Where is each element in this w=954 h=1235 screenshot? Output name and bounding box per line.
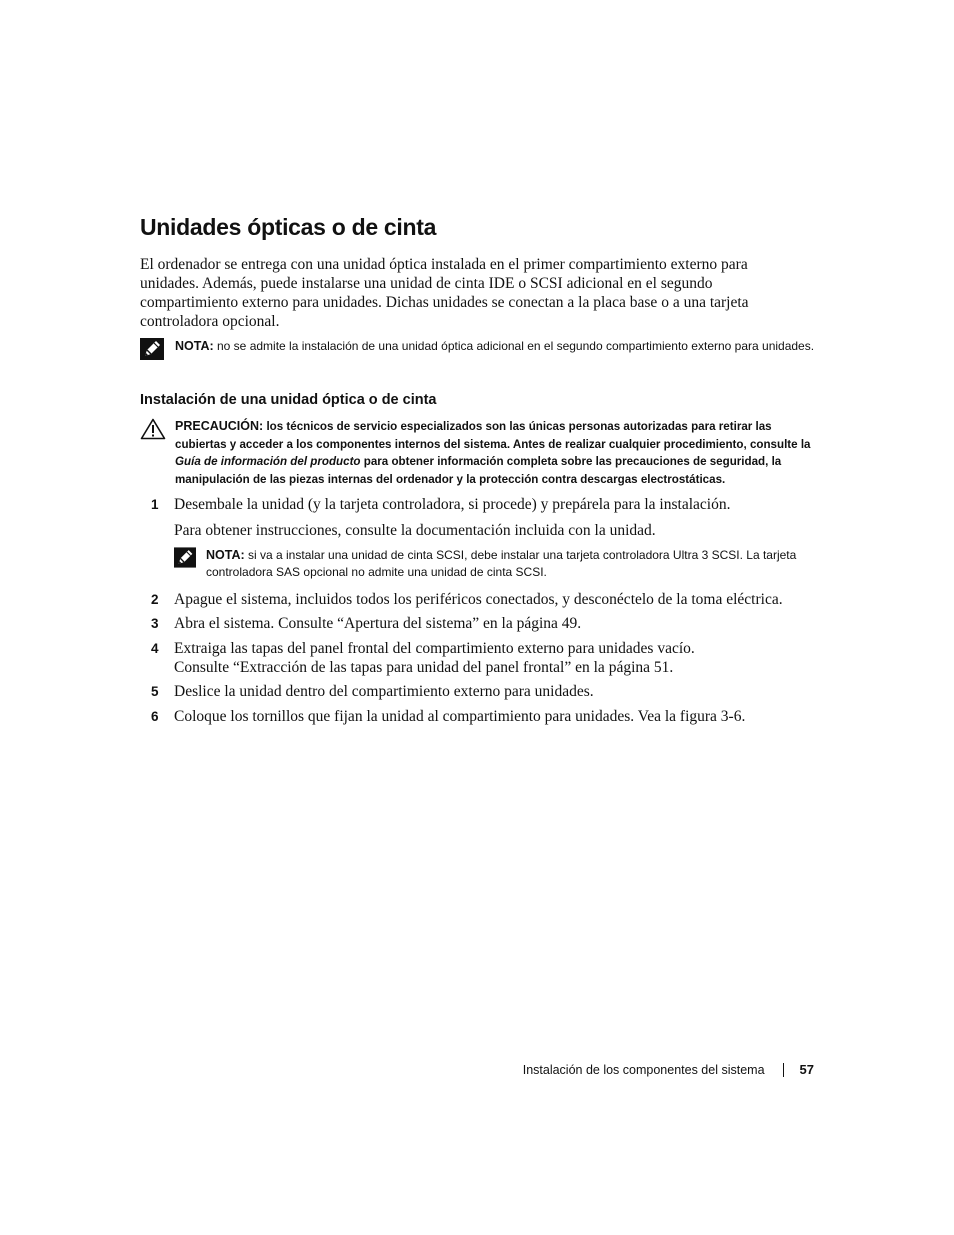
step-text-line-1: Extraiga las tapas del panel frontal del compartimiento externo para unidades vacío.	[174, 640, 695, 657]
step-1-note-block	[174, 547, 804, 581]
caution-body-2: para obtener información completa sobre las precauciones de seguridad, la manipulación de las piezas internas del ordenador y la protección contra descargas electrostáticas.	[175, 455, 782, 486]
section-title: Unidades ópticas o de cinta	[140, 214, 437, 240]
step-number: 2	[151, 592, 159, 607]
step-6	[140, 707, 820, 726]
page-footer	[523, 1062, 814, 1077]
step-number: 5	[151, 684, 159, 699]
step-text: Abra el sistema. Consulte “Apertura del sistema” en la página 49.	[174, 615, 582, 632]
note-label: NOTA:	[175, 339, 214, 353]
step-number: 6	[151, 709, 159, 724]
pencil-note-icon	[140, 338, 175, 365]
step-number: 1	[151, 497, 159, 512]
caution-text	[175, 418, 820, 488]
page-number: 57	[799, 1062, 814, 1077]
step-2	[140, 590, 820, 609]
step-text-line-2: Consulte “Extracción de las tapas para unidad del panel frontal” en la página 51.	[174, 659, 674, 676]
step-text	[174, 639, 695, 677]
intro-paragraph: El ordenador se entrega con una unidad óptica instalada en el primer compartimiento externo para unidades. Además, puede instalarse una unidad de cinta IDE o SCSI adicional en el segundo compartimiento externo para unidades. Dichas unidades se conectan a la placa base o a una tarjeta controladora opcional.	[140, 256, 749, 330]
note-body: si va a instalar una unidad de cinta SCSI, debe instalar una tarjeta controladora Ultra 3 SCSI. La tarjeta controladora SAS opcional no admite una unidad de cinta SCSI.	[206, 548, 797, 579]
caution-block	[140, 418, 820, 488]
step-1	[140, 495, 820, 514]
footer-chapter: Instalación de los componentes del sistema	[522, 1062, 765, 1077]
step-number: 4	[151, 641, 159, 656]
step-4	[140, 639, 820, 677]
caution-italic-title: Guía de información del producto	[175, 455, 361, 468]
subsection-title: Instalación de una unidad óptica o de cinta	[140, 392, 437, 408]
pencil-note-icon	[174, 547, 206, 581]
step-5	[140, 682, 820, 701]
footer-divider	[783, 1063, 784, 1077]
note-block	[140, 338, 820, 365]
step-1-paragraph: Para obtener instrucciones, consulte la documentación incluida con la unidad.	[174, 522, 656, 539]
step-number: 3	[151, 616, 159, 631]
step-text: Coloque los tornillos que fijan la unidad al compartimiento para unidades. Vea la figura 3-6.	[174, 708, 746, 725]
note-label: NOTA:	[206, 548, 245, 562]
warning-triangle-icon	[140, 418, 175, 488]
step-text: Deslice la unidad dentro del compartimiento externo para unidades.	[174, 683, 594, 700]
note-text	[175, 338, 814, 365]
step-3	[140, 614, 820, 633]
step-text: Desembale la unidad (y la tarjeta controladora, si procede) y prepárela para la instalación.	[174, 496, 731, 513]
step-text: Apague el sistema, incluidos todos los periféricos conectados, y desconéctelo de la toma eléctrica.	[174, 591, 783, 608]
caution-label: PRECAUCIÓN:	[175, 419, 264, 433]
note-body: no se admite la instalación de una unidad óptica adicional en el segundo compartimiento externo para unidades.	[217, 339, 815, 353]
caution-body-1: los técnicos de servicio especializados son las únicas personas autorizadas para retirar las cubiertas y acceder a los componentes internos del sistema. Antes de realizar cualquier procedimiento, consulte la	[175, 420, 811, 451]
note-text	[206, 547, 804, 581]
